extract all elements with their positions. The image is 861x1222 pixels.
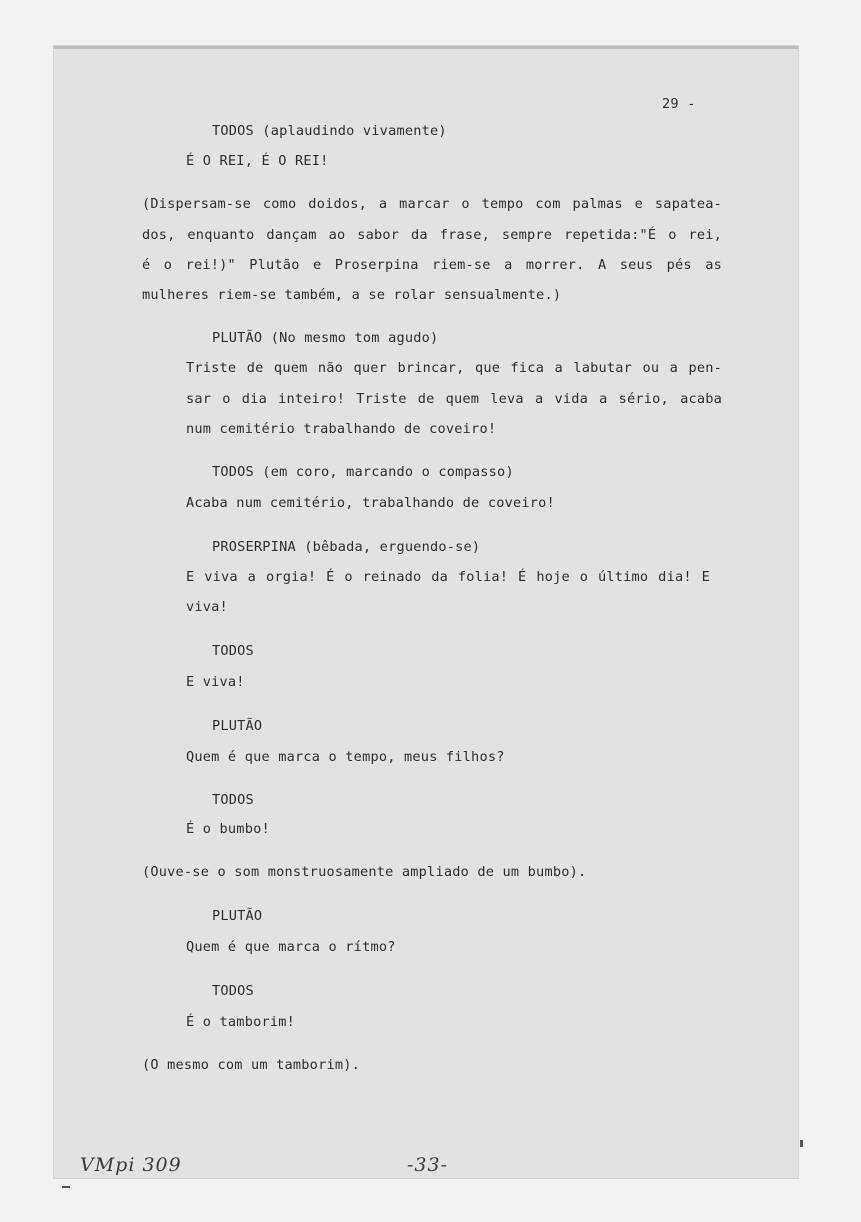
stage-direction-line: (Ouve-se o som monstruosamente ampliado de um bumbo). [142, 864, 587, 880]
margin-mark [800, 1140, 803, 1147]
speaker-heading: TODOS [212, 983, 254, 999]
speaker-heading: PLUTÃO (No mesmo tom agudo) [212, 330, 439, 346]
dialogue-line: Quem é que marca o tempo, meus filhos? [186, 749, 505, 765]
dialogue-line: É o tamborim! [186, 1014, 295, 1030]
stage-direction-line: dos, enquanto dançam ao sabor da frase, sempre repetida:"É o rei, [142, 227, 722, 243]
speaker-heading: PLUTÃO [212, 908, 263, 924]
speaker-heading: TODOS [212, 643, 254, 659]
stage-direction-line: (Dispersam-se como doidos, a marcar o tempo com palmas e sapatea- [142, 196, 722, 212]
speaker-heading: PROSERPINA (bêbada, erguendo-se) [212, 539, 481, 555]
speaker-heading: TODOS (em coro, marcando o compasso) [212, 464, 514, 480]
typescript-page [54, 46, 798, 1178]
dialogue-line: Triste de quem não quer brincar, que fica a labutar ou a pen- [186, 360, 722, 376]
stage-direction-line: mulheres riem-se também, a se rolar sensualmente.) [142, 287, 562, 303]
dialogue-line: Quem é que marca o rítmo? [186, 939, 396, 955]
speaker-heading: TODOS [212, 792, 254, 808]
margin-mark [62, 1186, 70, 1188]
dialogue-line: E viva a orgia! É o reinado da folia! É hoje o último dia! E [186, 569, 710, 585]
dialogue-line: E viva! [186, 674, 245, 690]
speaker-heading: PLUTÃO [212, 718, 263, 734]
dialogue-line: Acaba num cemitério, trabalhando de coveiro! [186, 495, 555, 511]
stage-direction-line: (O mesmo com um tamborim). [142, 1057, 360, 1073]
dialogue-line: É o bumbo! [186, 821, 270, 837]
dialogue-line: É O REI, É O REI! [186, 153, 329, 169]
dialogue-line: viva! [186, 599, 228, 615]
page-number: 29 - [662, 96, 696, 112]
bottom-page-number: -33- [407, 1154, 449, 1176]
archive-code: VMpi 309 [80, 1154, 182, 1176]
dialogue-line: sar o dia inteiro! Triste de quem leva a vida a sério, acaba [186, 391, 722, 407]
speaker-heading: TODOS (aplaudindo vivamente) [212, 123, 447, 139]
dialogue-line: num cemitério trabalhando de coveiro! [186, 421, 497, 437]
stage-direction-line: é o rei!)" Plutão e Proserpina riem-se a morrer. A seus pés as [142, 257, 722, 273]
